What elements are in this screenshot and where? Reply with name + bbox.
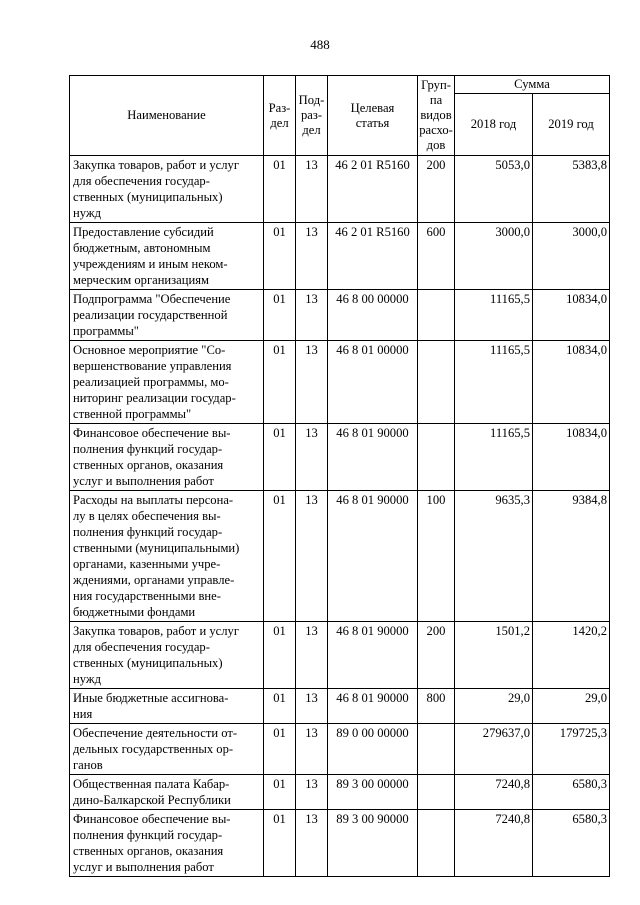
row-target-article: 89 3 00 90000 xyxy=(328,810,418,877)
header-sum: Сумма xyxy=(455,76,610,94)
row-expense-group xyxy=(418,290,455,341)
table-row xyxy=(70,724,610,775)
row-sum-2019: 9384,8 xyxy=(533,491,610,622)
row-section: 01 xyxy=(264,424,296,491)
row-name: Предоставление субсидий бюджетным, автономным учреждениям и иным неком- мерческим организациям xyxy=(70,223,264,290)
row-sum-2019: 5383,8 xyxy=(533,156,610,223)
row-name: Основное мероприятие "Со- вершенствование управления реализацией программы, мо- ниторинг реализации государ- ственной программы" xyxy=(70,341,264,424)
row-section: 01 xyxy=(264,810,296,877)
row-name: Закупка товаров, работ и услуг для обеспечения государ- ственных (муниципальных) нужд xyxy=(70,156,264,223)
row-target-article: 46 8 01 90000 xyxy=(328,622,418,689)
row-section: 01 xyxy=(264,290,296,341)
row-name: Закупка товаров, работ и услуг для обеспечения государ- ственных (муниципальных) нужд xyxy=(70,622,264,689)
row-name: Расходы на выплаты персона- лу в целях обеспечения вы- полнения функций государ- ственными (муниципальными) органами, казенными учре- ждениями, органами управле- ния государственными вне- бюджетными фондами xyxy=(70,491,264,622)
row-sum-2018: 3000,0 xyxy=(455,223,533,290)
row-sum-2019: 6580,3 xyxy=(533,775,610,810)
row-target-article: 46 8 01 00000 xyxy=(328,341,418,424)
table-row xyxy=(70,775,610,810)
header-name: Наименование xyxy=(70,76,264,156)
row-subsection: 13 xyxy=(296,290,328,341)
header-expense-group: Груп- па видов расхо- дов xyxy=(418,76,455,156)
row-sum-2018: 7240,8 xyxy=(455,775,533,810)
row-target-article: 46 8 01 90000 xyxy=(328,689,418,724)
row-expense-group xyxy=(418,341,455,424)
table-row xyxy=(70,156,610,223)
row-expense-group xyxy=(418,724,455,775)
row-expense-group: 200 xyxy=(418,622,455,689)
row-subsection: 13 xyxy=(296,341,328,424)
row-section: 01 xyxy=(264,156,296,223)
header-2018: 2018 год xyxy=(455,94,533,156)
row-subsection: 13 xyxy=(296,775,328,810)
row-sum-2019: 179725,3 xyxy=(533,724,610,775)
row-expense-group: 600 xyxy=(418,223,455,290)
page-number: 488 xyxy=(310,37,330,52)
row-sum-2018: 279637,0 xyxy=(455,724,533,775)
table-body xyxy=(70,156,610,877)
row-section: 01 xyxy=(264,724,296,775)
row-name: Иные бюджетные ассигнова- ния xyxy=(70,689,264,724)
row-name: Обеспечение деятельности от- дельных государственных ор- ганов xyxy=(70,724,264,775)
header-section: Раз- дел xyxy=(264,76,296,156)
row-subsection: 13 xyxy=(296,491,328,622)
row-expense-group: 200 xyxy=(418,156,455,223)
row-subsection: 13 xyxy=(296,424,328,491)
row-section: 01 xyxy=(264,689,296,724)
row-sum-2019: 29,0 xyxy=(533,689,610,724)
row-sum-2019: 6580,3 xyxy=(533,810,610,877)
row-target-article: 46 8 01 90000 xyxy=(328,491,418,622)
row-name: Подпрограмма "Обеспечение реализации государственной программы" xyxy=(70,290,264,341)
row-sum-2019: 10834,0 xyxy=(533,290,610,341)
row-sum-2018: 7240,8 xyxy=(455,810,533,877)
row-subsection: 13 xyxy=(296,223,328,290)
table-row xyxy=(70,622,610,689)
row-section: 01 xyxy=(264,341,296,424)
table-row xyxy=(70,341,610,424)
row-expense-group: 800 xyxy=(418,689,455,724)
row-section: 01 xyxy=(264,775,296,810)
row-target-article: 46 2 01 R5160 xyxy=(328,223,418,290)
table-row xyxy=(70,223,610,290)
table-row xyxy=(70,424,610,491)
row-expense-group xyxy=(418,810,455,877)
row-target-article: 46 8 01 90000 xyxy=(328,424,418,491)
table-row xyxy=(70,290,610,341)
row-name: Финансовое обеспечение вы- полнения функций государ- ственных органов, оказания услуг и выполнения работ xyxy=(70,424,264,491)
row-name: Финансовое обеспечение вы- полнения функций государ- ственных органов, оказания услуг и выполнения работ xyxy=(70,810,264,877)
row-section: 01 xyxy=(264,223,296,290)
row-section: 01 xyxy=(264,491,296,622)
row-sum-2019: 3000,0 xyxy=(533,223,610,290)
row-subsection: 13 xyxy=(296,810,328,877)
row-sum-2018: 11165,5 xyxy=(455,290,533,341)
row-subsection: 13 xyxy=(296,156,328,223)
header-subsection: Под- раз- дел xyxy=(296,76,328,156)
row-sum-2018: 11165,5 xyxy=(455,424,533,491)
table-row xyxy=(70,491,610,622)
row-target-article: 89 3 00 00000 xyxy=(328,775,418,810)
row-target-article: 46 8 00 00000 xyxy=(328,290,418,341)
row-name: Общественная палата Кабар- дино-Балкарской Республики xyxy=(70,775,264,810)
row-sum-2018: 29,0 xyxy=(455,689,533,724)
table-row xyxy=(70,810,610,877)
row-expense-group: 100 xyxy=(418,491,455,622)
header-2019: 2019 год xyxy=(533,94,610,156)
row-subsection: 13 xyxy=(296,622,328,689)
row-sum-2018: 11165,5 xyxy=(455,341,533,424)
row-section: 01 xyxy=(264,622,296,689)
row-expense-group xyxy=(418,775,455,810)
row-subsection: 13 xyxy=(296,724,328,775)
row-sum-2018: 5053,0 xyxy=(455,156,533,223)
row-target-article: 89 0 00 00000 xyxy=(328,724,418,775)
row-sum-2018: 9635,3 xyxy=(455,491,533,622)
row-sum-2018: 1501,2 xyxy=(455,622,533,689)
row-sum-2019: 10834,0 xyxy=(533,341,610,424)
row-sum-2019: 10834,0 xyxy=(533,424,610,491)
row-expense-group xyxy=(418,424,455,491)
row-subsection: 13 xyxy=(296,689,328,724)
table-row xyxy=(70,689,610,724)
row-sum-2019: 1420,2 xyxy=(533,622,610,689)
budget-table xyxy=(69,75,610,877)
header-target-article: Целевая статья xyxy=(328,76,418,156)
row-target-article: 46 2 01 R5160 xyxy=(328,156,418,223)
